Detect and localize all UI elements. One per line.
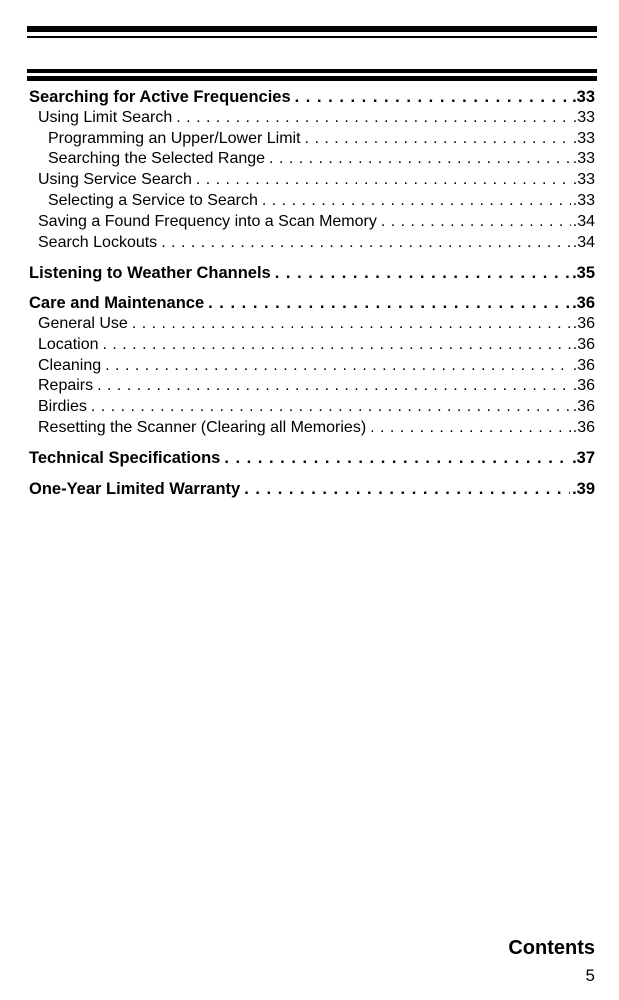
toc-chapter-entry[interactable] bbox=[29, 293, 595, 314]
table-of-contents bbox=[29, 87, 595, 499]
toc-chapter-entry[interactable] bbox=[29, 448, 595, 469]
toc-entry-title: Technical Specifications bbox=[29, 449, 221, 468]
toc-section-entry[interactable] bbox=[29, 233, 595, 254]
toc-entry-page: .36 bbox=[572, 377, 595, 395]
toc-entry-title: Listening to Weather Channels bbox=[29, 263, 271, 282]
toc-dot-leader bbox=[305, 129, 571, 150]
toc-entry-title: Saving a Found Frequency into a Scan Memory bbox=[38, 212, 377, 230]
toc-entry-page: .34 bbox=[572, 233, 595, 251]
toc-entry-title: Birdies bbox=[38, 398, 87, 416]
toc-dot-leader bbox=[381, 212, 571, 233]
toc-entry-page: .37 bbox=[572, 449, 595, 468]
page-number: 5 bbox=[585, 966, 595, 985]
toc-dot-leader bbox=[295, 87, 570, 108]
toc-dot-leader bbox=[176, 108, 570, 129]
toc-section-entry[interactable] bbox=[29, 335, 595, 356]
toc-section-entry[interactable] bbox=[29, 397, 595, 418]
toc-entry-page: .35 bbox=[572, 263, 595, 282]
toc-section-entry[interactable] bbox=[29, 149, 595, 170]
toc-entry-page: .36 bbox=[572, 294, 595, 313]
toc-entry-title: Location bbox=[38, 335, 99, 353]
toc-entry-page: .36 bbox=[572, 418, 595, 436]
toc-entry-page: .33 bbox=[572, 88, 595, 106]
toc-entry-title: Resetting the Scanner (Clearing all Memories) bbox=[38, 418, 367, 436]
toc-section-entry[interactable] bbox=[29, 376, 595, 397]
header-rule-thick bbox=[27, 26, 597, 32]
toc-dot-leader bbox=[161, 233, 571, 254]
toc-chapter-entry[interactable] bbox=[29, 263, 595, 284]
toc-entry-page: .36 bbox=[572, 398, 595, 416]
toc-entry-title: Cleaning bbox=[38, 356, 102, 374]
toc-section-entry[interactable] bbox=[29, 129, 595, 150]
toc-entry-title: Searching for Active Frequencies bbox=[29, 88, 291, 106]
section-title: Contents bbox=[508, 937, 595, 959]
toc-section-entry[interactable] bbox=[29, 356, 595, 377]
toc-top-rule-thick bbox=[27, 76, 597, 81]
toc-entry-page: .33 bbox=[572, 150, 595, 168]
toc-dot-leader bbox=[370, 418, 571, 439]
toc-entry-page: .36 bbox=[572, 314, 595, 332]
toc-chapter-entry[interactable] bbox=[29, 87, 595, 108]
toc-section-entry[interactable] bbox=[29, 418, 595, 439]
toc-entry-title: Searching the Selected Range bbox=[48, 150, 266, 168]
toc-entry-page: .39 bbox=[572, 479, 595, 498]
toc-entry-title: General Use bbox=[38, 314, 128, 332]
toc-entry-page: .33 bbox=[572, 129, 595, 147]
toc-entry-page: .34 bbox=[572, 212, 595, 230]
toc-entry-title: Search Lockouts bbox=[38, 233, 158, 251]
toc-dot-leader bbox=[97, 376, 571, 397]
toc-dot-leader bbox=[208, 293, 570, 314]
toc-entry-title: One-Year Limited Warranty bbox=[29, 479, 241, 498]
toc-entry-page: .33 bbox=[572, 171, 595, 189]
toc-dot-leader bbox=[132, 314, 571, 335]
toc-dot-leader bbox=[105, 356, 571, 377]
toc-section-entry[interactable] bbox=[29, 212, 595, 233]
toc-section-entry[interactable] bbox=[29, 170, 595, 191]
toc-entry-page: .36 bbox=[572, 356, 595, 374]
toc-entry-page: .36 bbox=[572, 335, 595, 353]
toc-dot-leader bbox=[269, 149, 571, 170]
toc-top-rule-thin bbox=[27, 69, 597, 73]
toc-section-entry[interactable] bbox=[29, 314, 595, 335]
toc-entry-title: Using Limit Search bbox=[38, 108, 173, 126]
toc-entry-title: Programming an Upper/Lower Limit bbox=[48, 129, 301, 147]
header-rule-thin bbox=[27, 36, 597, 38]
toc-chapter-entry[interactable] bbox=[29, 479, 595, 500]
toc-dot-leader bbox=[224, 448, 570, 469]
toc-entry-title: Repairs bbox=[38, 377, 94, 395]
toc-entry-title: Care and Maintenance bbox=[29, 294, 205, 313]
toc-entry-page: .33 bbox=[572, 191, 595, 209]
toc-entry-title: Selecting a Service to Search bbox=[48, 191, 258, 209]
toc-section-entry[interactable] bbox=[29, 191, 595, 212]
toc-entry-page: .33 bbox=[572, 108, 595, 126]
toc-dot-leader bbox=[262, 191, 571, 212]
toc-section-entry[interactable] bbox=[29, 108, 595, 129]
toc-dot-leader bbox=[275, 263, 570, 284]
toc-dot-leader bbox=[244, 479, 570, 500]
toc-dot-leader bbox=[196, 170, 571, 191]
toc-entry-title: Using Service Search bbox=[38, 171, 192, 189]
toc-dot-leader bbox=[91, 397, 571, 418]
toc-dot-leader bbox=[103, 335, 571, 356]
